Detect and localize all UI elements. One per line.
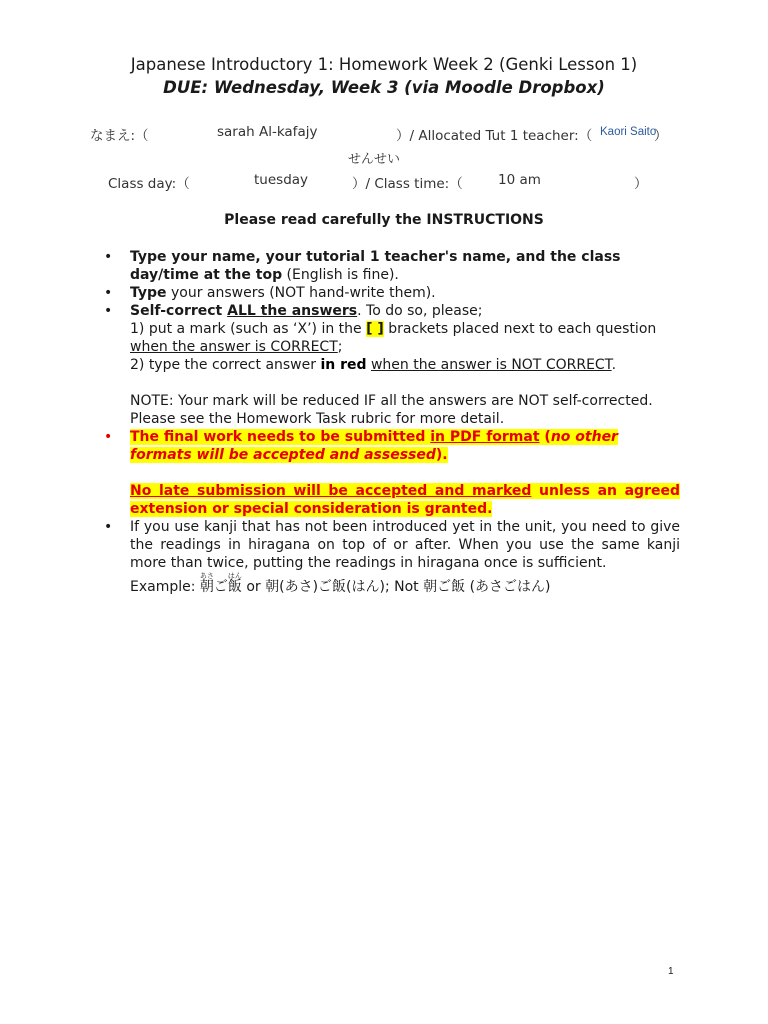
- instructions-list: [104, 248, 680, 596]
- class-time-label: ）/ Class time:（: [352, 176, 463, 192]
- late-submission-warning: No late submission will be accepted and marked unless an agreed extension or special consideration is granted.: [130, 483, 680, 517]
- list-item: • The final work needs to be submitted in PDF format (no other formats will be accepted and assessed). No late submission will be accepted and marked unless an agreed extension or special consideration is granted.: [104, 429, 680, 517]
- name-label: なまえ:（: [90, 128, 149, 144]
- list-item: • Type your answers (NOT hand-write them).: [104, 285, 436, 301]
- answer-bracket: [ ]: [366, 321, 384, 337]
- bullet-icon: •: [104, 303, 113, 319]
- name-value: sarah Al-kafajy: [217, 124, 318, 140]
- kanji-example: Example: 朝あさご飯はん or 朝(あさ)ご飯(はん); Not 朝ご飯 (あさごはん): [130, 572, 551, 595]
- list-item: • Self-correct ALL the answers. To do so, please; 1) put a mark (such as ‘X’) in the [ ] brackets placed next to each question when the answer is CORRECT; 2) type the correct answer in red when the answer is NOT CORRECT. NOTE: Your mark will be reduced IF all the answers are NOT self-corrected. Please see the Homework Task rubric for more detail.: [104, 302, 680, 428]
- teacher-close: ）: [654, 128, 668, 144]
- class-day-value: tuesday: [254, 172, 309, 188]
- bullet-icon: •: [104, 519, 113, 535]
- sensei-label: せんせい: [348, 152, 401, 167]
- page-number: 1: [668, 966, 674, 977]
- teacher-label: ）/ Allocated Tut 1 teacher:（: [396, 128, 593, 144]
- instructions-heading: Please read carefully the INSTRUCTIONS: [224, 212, 544, 228]
- class-time-value: 10 am: [498, 172, 541, 188]
- bullet-icon: •: [104, 249, 113, 265]
- class-day-label: Class day:（: [108, 176, 190, 192]
- due-date: DUE: Wednesday, Week 3 (via Moodle Dropbox): [163, 78, 605, 97]
- note-text: NOTE: Your mark will be reduced IF all the answers are NOT self-corrected. Please see the Homework Task rubric for more detail.: [130, 393, 653, 427]
- list-item: • Type your name, your tutorial 1 teacher's name, and the class day/time at the top (English is fine).: [104, 249, 621, 283]
- list-item: • If you use kanji that has not been introduced yet in the unit, you need to give the readings in hiragana on top of or after. When you use the same kanji more than twice, putting the readings in hiragana once is sufficient. Example: 朝あさご飯はん or 朝(あさ)ご飯(はん); Not 朝ご飯 (あさごはん): [104, 519, 680, 595]
- class-time-close: ）: [634, 176, 648, 192]
- document-title: Japanese Introductory 1: Homework Week 2 (Genki Lesson 1): [130, 55, 638, 74]
- bullet-icon: •: [104, 429, 113, 445]
- teacher-value: Kaori Saito: [600, 126, 657, 138]
- bullet-icon: •: [104, 285, 113, 301]
